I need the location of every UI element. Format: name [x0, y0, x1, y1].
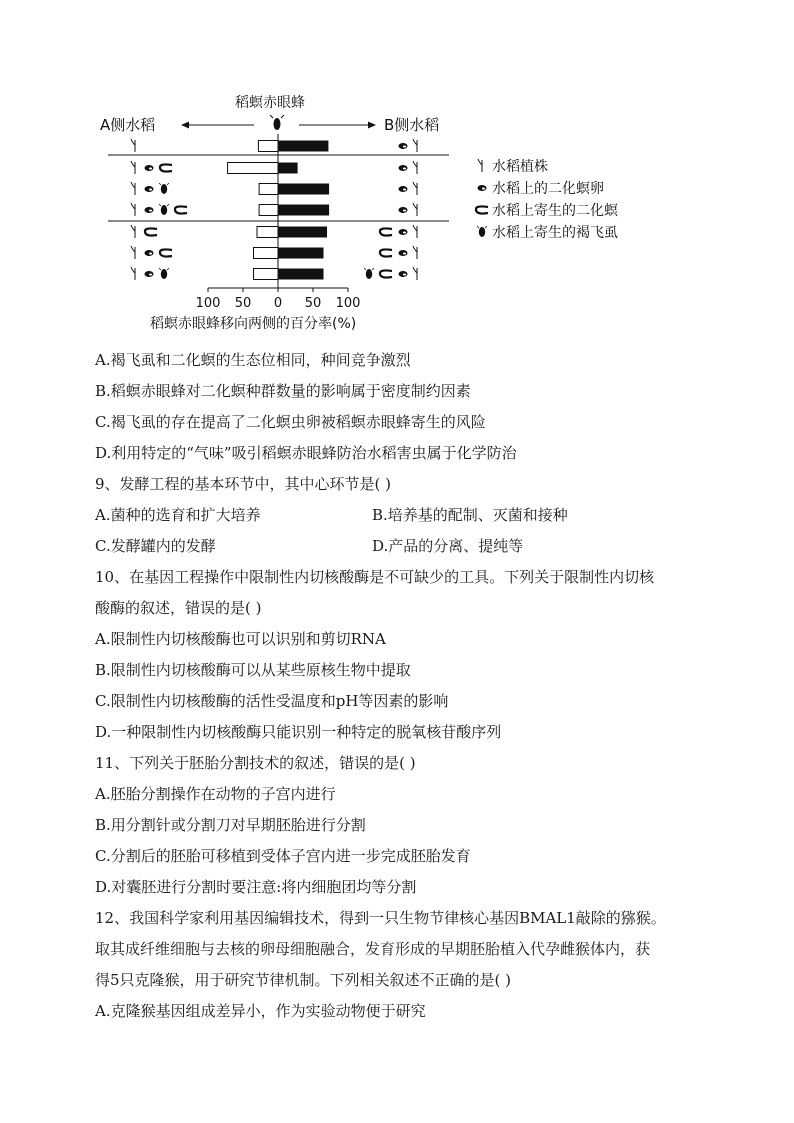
q8-option-a: A.褐飞虱和二化螟的生态位相同，种间竞争激烈	[95, 351, 411, 369]
figure-right-label: B侧水稻	[384, 116, 440, 134]
q11-option-a: A.胚胎分割操作在动物的子宫内进行	[95, 785, 336, 803]
rice-plant-icon	[131, 267, 135, 280]
q8-option-d: D.利用特定的“气味”吸引稻螟赤眼蜂防治水稻害虫属于化学防治	[95, 444, 517, 462]
bar-b-side-6	[278, 248, 324, 259]
bar-a-side-7	[254, 269, 279, 280]
x-tick-label: 50	[304, 296, 322, 311]
legend-label: 水稻上寄生的二化螟	[492, 203, 618, 219]
borer-egg-icon	[145, 250, 154, 256]
q9-option-d: D.产品的分离、提纯等	[372, 537, 524, 555]
q10-option-c: C.限制性内切核酸酶的活性受温度和pH等因素的影响	[95, 692, 449, 710]
experiment-figure	[92, 88, 672, 338]
rice-plant-icon	[413, 225, 417, 238]
bar-a-side-2	[228, 163, 278, 174]
borer-egg-icon	[399, 165, 408, 171]
x-tick-label: 0	[273, 296, 283, 311]
bar-a-side-1	[258, 141, 278, 152]
legend-label: 水稻上的二化螟卵	[492, 181, 604, 197]
bar-b-side-2	[278, 163, 298, 174]
bar-b-side-7	[278, 269, 324, 280]
borer-egg-icon	[399, 271, 408, 277]
q10-option-b: B.限制性内切核酸酶可以从某些原核生物中提取	[95, 661, 411, 679]
rice-plant-icon	[131, 203, 135, 216]
borer-larva-icon	[476, 206, 488, 213]
borer-egg-icon	[399, 143, 408, 149]
bar-b-side-1	[278, 141, 328, 152]
x-axis	[196, 134, 361, 311]
wasp-icon	[270, 115, 284, 130]
borer-larva-icon	[160, 249, 172, 256]
arrow-right	[299, 122, 376, 129]
x-tick-label: 50	[234, 296, 252, 311]
q10-option-a: A.限制性内切核酸酶也可以识别和剪切RNA	[95, 630, 386, 648]
rice-plant-icon	[413, 161, 417, 174]
rice-plant-icon	[413, 139, 417, 152]
rice-plant-icon	[131, 182, 135, 195]
q9-option-b: B.培养基的配制、灭菌和接种	[372, 506, 568, 524]
rice-plant-icon	[131, 139, 135, 152]
rice-plant-icon	[131, 161, 135, 174]
figure-top-label: 稻螟赤眼蜂	[235, 95, 305, 111]
x-axis-title: 稻螟赤眼蜂移向两侧的百分率(%)	[150, 316, 357, 332]
q12-stem-line2: 取其成纤维细胞与去核的卵母细胞融合，发育形成的早期胚胎植入代孕雌猴体内，获	[95, 940, 651, 958]
bar-a-side-5	[257, 227, 278, 238]
borer-egg-icon	[399, 250, 408, 256]
q9-option-a: A.菌种的选育和扩大培养	[95, 506, 261, 524]
rice-plant-icon	[413, 246, 417, 259]
legend-label: 水稻植株	[492, 159, 548, 175]
q11-option-c: C.分割后的胚胎可移植到受体子宫内进一步完成胚胎发育	[95, 847, 471, 865]
q12-stem-line1: 12、我国科学家利用基因编辑技术，得到一只生物节律核心基因BMAL1敲除的猕猴。	[95, 909, 666, 927]
bar-a-side-4	[259, 205, 278, 216]
rice-plant-icon	[413, 182, 417, 195]
x-tick-label: 100	[195, 296, 221, 311]
planthopper-icon	[159, 204, 169, 215]
borer-larva-icon	[145, 228, 157, 235]
borer-larva-icon	[160, 164, 172, 171]
rice-plant-icon	[131, 246, 135, 259]
bar-a-side-3	[259, 184, 278, 195]
q10-stem-line2: 酸酶的叙述，错误的是( )	[95, 599, 262, 617]
q12-stem-line3: 得5只克隆猴，用于研究节律机制。下列相关叙述不正确的是( )	[95, 971, 512, 989]
borer-egg-icon	[399, 207, 408, 213]
borer-larva-icon	[380, 270, 392, 277]
q11-option-d: D.对囊胚进行分割时要注意:将内细胞团均等分割	[95, 878, 417, 896]
borer-larva-icon	[175, 206, 187, 213]
bar-a-side-6	[254, 248, 279, 259]
planthopper-icon	[159, 183, 169, 194]
q10-option-d: D.一种限制性内切核酸酶只能识别一种特定的脱氧核苷酸序列	[95, 723, 502, 741]
x-tick-label: 100	[335, 296, 361, 311]
borer-egg-icon	[145, 165, 154, 171]
arrow-left	[181, 122, 254, 129]
borer-egg-icon	[145, 271, 154, 277]
rice-plant-icon	[413, 203, 417, 216]
bar-b-side-4	[278, 205, 329, 216]
borer-egg-icon	[478, 185, 487, 191]
q11-stem: 11、下列关于胚胎分割技术的叙述，错误的是( )	[95, 754, 416, 772]
borer-egg-icon	[399, 186, 408, 192]
q9-option-c: C.发酵罐内的发酵	[95, 537, 216, 555]
q8-option-b: B.稻螟赤眼蜂对二化螟种群数量的影响属于密度制约因素	[95, 382, 471, 400]
rice-plant-icon	[413, 267, 417, 280]
q12-option-a: A.克隆猴基因组成差异小，作为实验动物便于研究	[95, 1002, 426, 1020]
borer-egg-icon	[145, 207, 154, 213]
q10-stem-line1: 10、在基因工程操作中限制性内切核酸酶是不可缺少的工具。下列关于限制性内切核	[95, 568, 655, 586]
bar-b-side-3	[278, 184, 329, 195]
borer-egg-icon	[145, 186, 154, 192]
legend	[476, 158, 619, 241]
borer-larva-icon	[380, 228, 392, 235]
borer-egg-icon	[399, 229, 408, 235]
rice-plant-icon	[478, 159, 482, 172]
planthopper-icon	[159, 268, 169, 279]
q8-option-c: C.褐飞虱的存在提高了二化螟虫卵被稻螟赤眼蜂寄生的风险	[95, 413, 486, 431]
planthopper-icon	[477, 226, 487, 237]
rice-plant-icon	[131, 225, 135, 238]
q9-stem: 9、发酵工程的基本环节中，其中心环节是( )	[95, 475, 392, 493]
q11-option-b: B.用分割针或分割刀对早期胚胎进行分割	[95, 816, 366, 834]
bar-b-side-5	[278, 227, 327, 238]
figure-left-label: A侧水稻	[100, 116, 156, 134]
planthopper-icon	[364, 268, 374, 279]
borer-larva-icon	[380, 249, 392, 256]
legend-label: 水稻上寄生的褐飞虱	[492, 225, 618, 241]
